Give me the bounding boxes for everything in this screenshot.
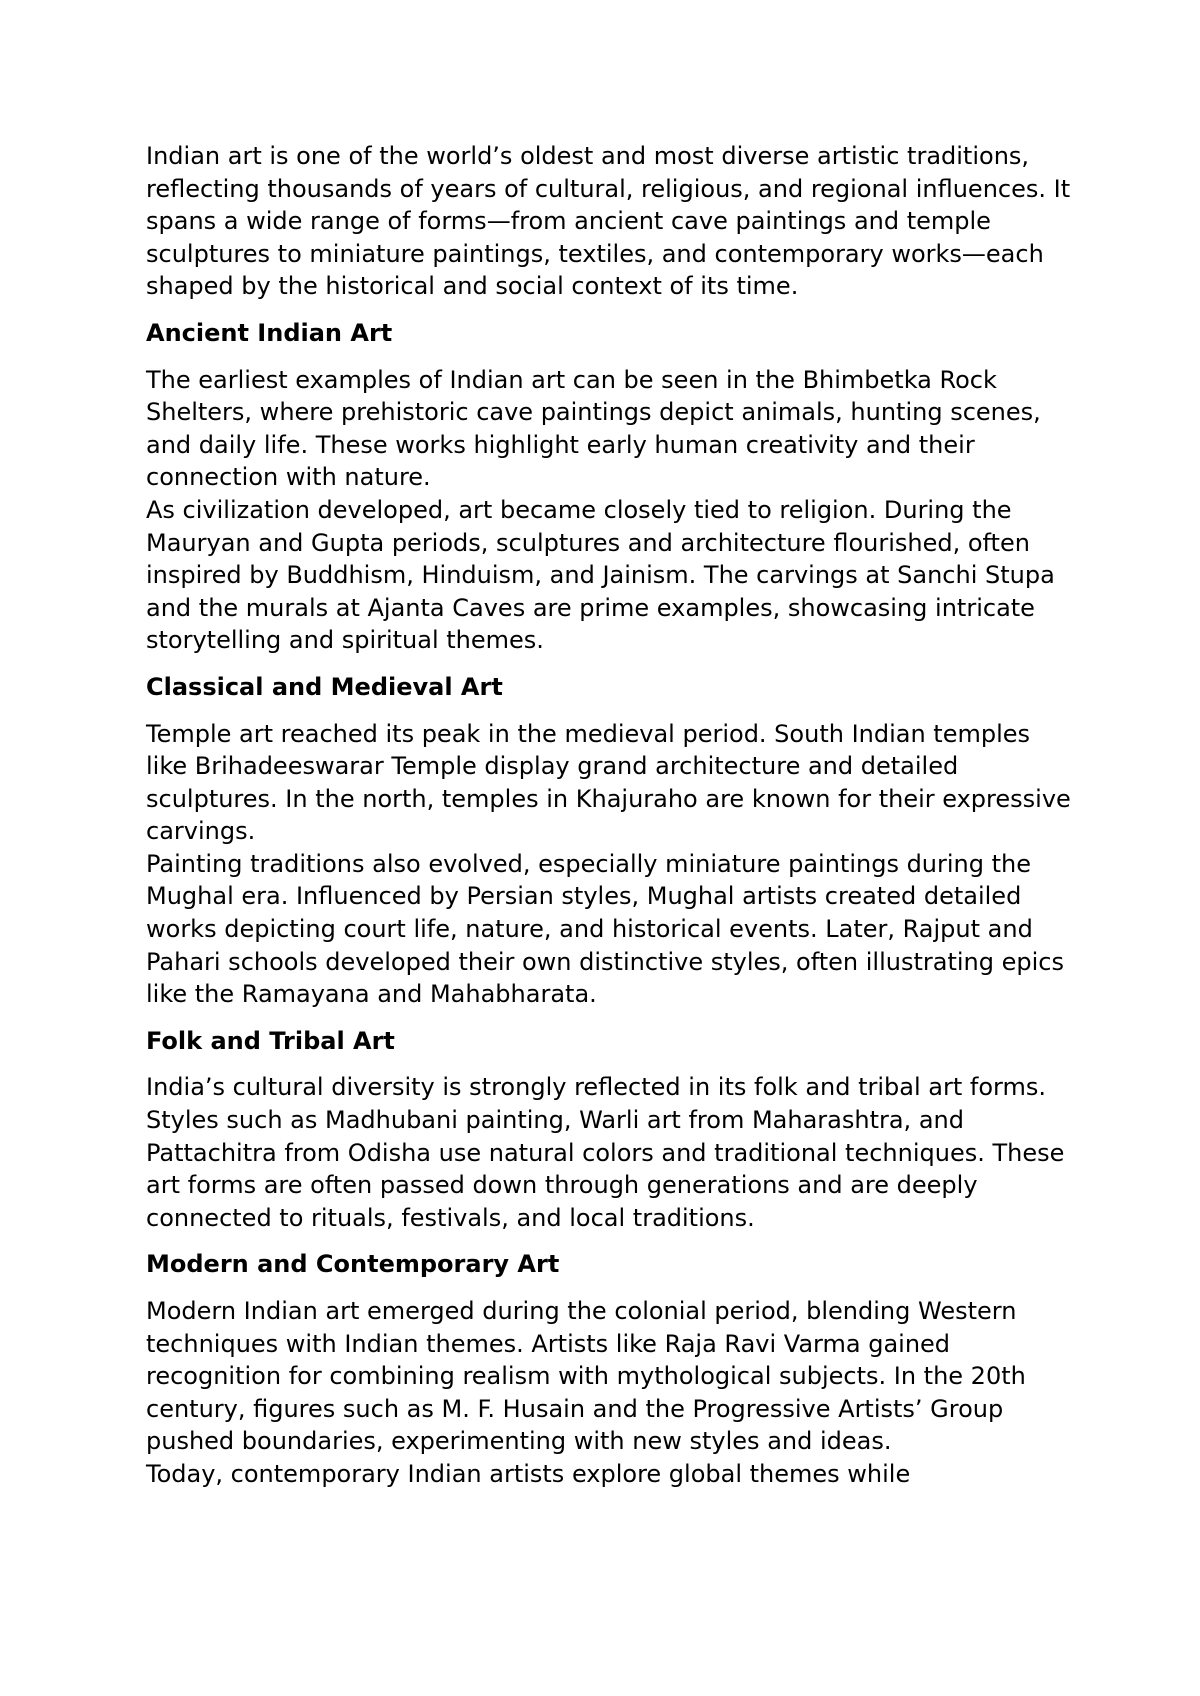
section-modern-and-contemporary-art bbox=[146, 1248, 1076, 1490]
section-heading: Modern and Contemporary Art bbox=[146, 1250, 560, 1279]
section-paragraph: Modern Indian art emerged during the colonial period, blending Western techniques with Indian themes. Artists like Raja Ravi Varma gained recognition for combining realism with mythological subjects. In the 20th century, figures such as M. F. Husain and the Progressive Artists’ Group pushed boundaries, experimenting with new styles and ideas. bbox=[146, 1297, 1026, 1456]
section-paragraph: Painting traditions also evolved, especially miniature paintings during the Mughal era. Influenced by Persian styles, Mughal artists created detailed works depicting court life, nature, and historical events. Later, Rajput and Pahari schools developed their own distinctive styles, often illustrating epics like the Ramayana and Mahabharata. bbox=[146, 849, 1064, 1009]
section-heading: Folk and Tribal Art bbox=[146, 1026, 395, 1055]
section-folk-and-tribal-art bbox=[146, 1025, 1076, 1235]
section-heading: Ancient Indian Art bbox=[146, 318, 393, 347]
section-ancient-indian-art bbox=[146, 317, 1076, 657]
section-paragraph: Today, contemporary Indian artists explore global themes while bbox=[146, 1459, 911, 1488]
intro-paragraph: Indian art is one of the world’s oldest and most diverse artistic traditions, reflecting thousands of years of cultural, religious, and regional influences. It spans a wide range of forms—from ancient cave paintings and temple sculptures to miniature paintings, textiles, and contemporary works—each shaped by the historical and social context of its time. bbox=[146, 142, 1071, 301]
section-classical-and-medieval-art bbox=[146, 671, 1076, 1011]
section-paragraph: The earliest examples of Indian art can be seen in the Bhimbetka Rock Shelters, where prehistoric cave paintings depict animals, hunting scenes, and daily life. These works highlight early human creativity and their connection with nature. bbox=[146, 365, 1041, 492]
section-paragraph: Temple art reached its peak in the medieval period. South Indian temples like Brihadeeswarar Temple display grand architecture and detailed sculptures. In the north, temples in Khajuraho are known for their expressive carvings. bbox=[146, 719, 1071, 846]
section-heading: Classical and Medieval Art bbox=[146, 672, 503, 701]
section-paragraph: India’s cultural diversity is strongly reflected in its folk and tribal art forms. Styles such as Madhubani painting, Warli art from Maharashtra, and Pattachitra from Odisha use natural colors and traditional techniques. These art forms are often passed down through generations and are deeply connected to rituals, festivals, and local traditions. bbox=[146, 1073, 1065, 1232]
section-paragraph: As civilization developed, art became closely tied to religion. During the Mauryan and Gupta periods, sculptures and architecture flourished, often inspired by Buddhism, Hinduism, and Jainism. The carvings at Sanchi Stupa and the murals at Ajanta Caves are prime examples, showcasing intricate storytelling and spiritual themes. bbox=[146, 495, 1055, 655]
document-body bbox=[146, 140, 1076, 1491]
